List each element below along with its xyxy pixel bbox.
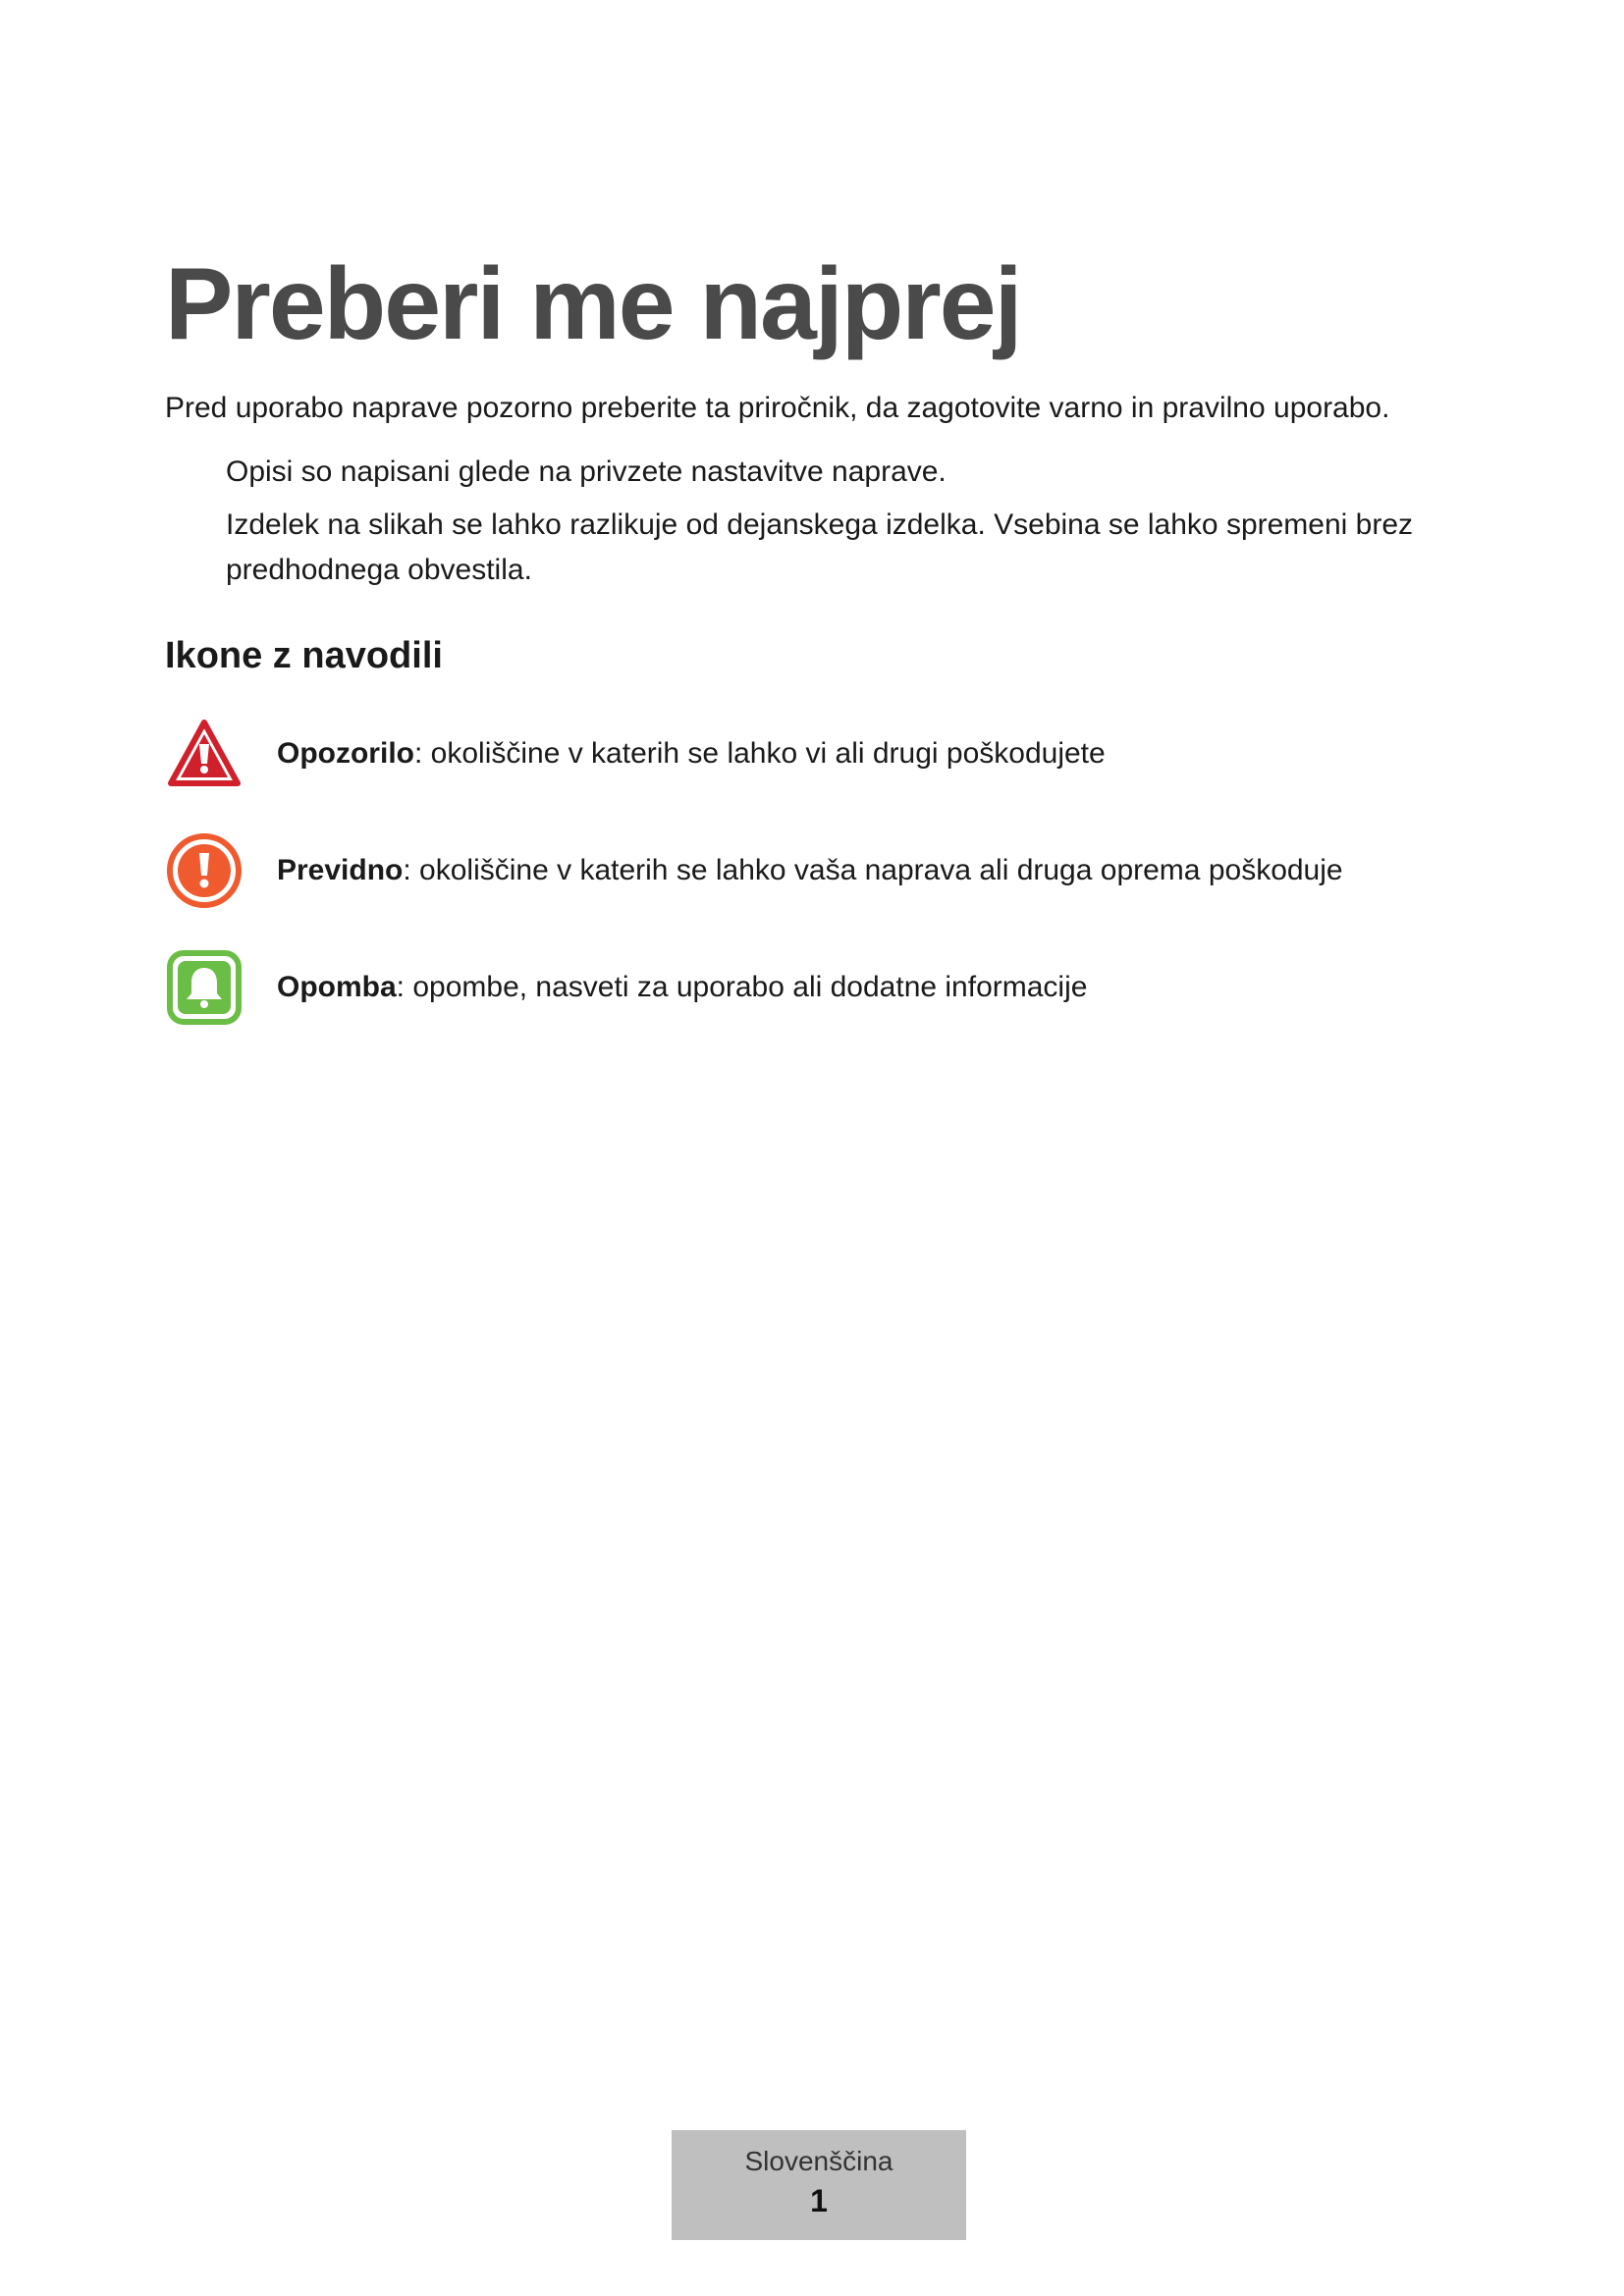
caution-text: : okoliščine v katerih se lahko vaša naprava ali druga oprema poškoduje — [403, 854, 1343, 886]
warning-text: : okoliščine v katerih se lahko vi ali drugi poškodujete — [413, 737, 1106, 770]
bullet-item: Izdelek na slikah se lahko razlikuje od dejanskega izdelka. Vsebina se lahko spremeni brez predhodnega obvestila. — [226, 508, 1414, 586]
caution-description — [277, 851, 1343, 890]
note-term: Opomba — [277, 971, 397, 1003]
icon-row-note — [165, 948, 1481, 1027]
warning-description — [277, 734, 1106, 774]
icon-row-caution — [165, 831, 1481, 910]
footer-language: Slovenščina — [744, 2146, 893, 2176]
bullet-item: Opisi so napisani glede na privzete nastavitve naprave. — [226, 455, 947, 488]
page-title: Preberi me najprej — [165, 247, 1021, 361]
bullet-list — [226, 450, 1453, 601]
caution-term: Previdno — [277, 854, 404, 886]
caution-circle-icon — [165, 831, 244, 910]
section-heading: Ikone z navodili — [165, 635, 443, 676]
note-text: : opombe, nasveti za uporabo ali dodatne informacije — [396, 971, 1088, 1003]
intro-paragraph: Pred uporabo naprave pozorno preberite ta priročnik, da zagotovite varno in pravilno uporabo. — [165, 392, 1390, 424]
page-footer — [672, 2130, 966, 2240]
page-number: 1 — [810, 2183, 828, 2218]
warning-term: Opozorilo — [277, 737, 414, 770]
note-description — [277, 968, 1087, 1007]
icon-row-warning — [165, 715, 1481, 793]
warning-triangle-icon — [165, 715, 244, 793]
note-bell-icon — [165, 948, 244, 1027]
